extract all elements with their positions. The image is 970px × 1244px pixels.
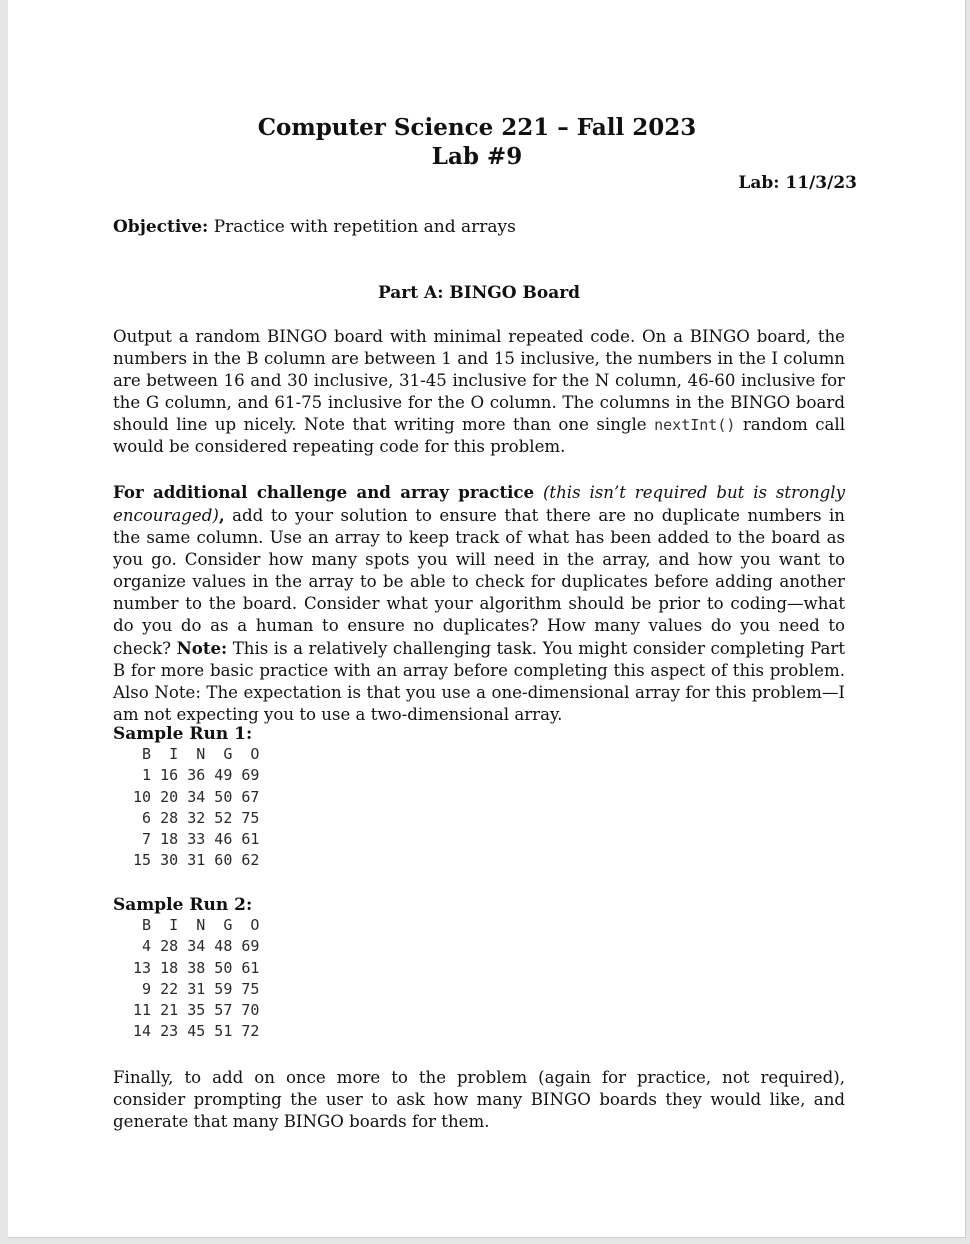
- note-label: Note:: [176, 638, 228, 658]
- lab-title: Lab #9: [431, 143, 523, 170]
- challenge-bold-lead: For additional challenge and array practice: [113, 482, 535, 502]
- part-a-heading: Part A: BINGO Board: [377, 283, 581, 303]
- objective-label: Objective:: [113, 217, 209, 237]
- challenge-italic-note: (this isn’t required but is strongly encouraged): [113, 483, 845, 525]
- sample-run-2-output: B I N G O 4 28 34 48 69 13 18 38 50 61 9 22 31 59 75 11 21 35 57 70 14 23 45 51 72: [133, 916, 260, 1041]
- sample-run-1-heading: Sample Run 1:: [113, 724, 253, 744]
- part-a-description: [113, 326, 845, 458]
- course-title: Computer Science 221 – Fall 2023: [257, 114, 697, 141]
- sample-run-2-heading: Sample Run 2:: [113, 895, 253, 915]
- objective-text: Practice with repetition and arrays: [213, 217, 516, 237]
- challenge-comma: ,: [218, 505, 225, 525]
- description-text-end: random call would be considered repeating code for this problem.: [113, 415, 845, 456]
- inline-code: nextInt(): [654, 416, 736, 434]
- final-paragraph: Finally, to add on once more to the problem (again for practice, not required), consider prompting the user to ask how many BINGO boards they would like, and generate that many BINGO boards for them.: [113, 1068, 845, 1131]
- objective-line: [113, 216, 516, 238]
- challenge-text: add to your solution to ensure that there are no duplicate numbers in the same column. Use an array to keep track of what has been added to the board as you go. Consider how many spots you will need in the array, and how you want to organize values in the array to be able to check for duplicates before adding another number to the board. Consider what your algorithm should be prior to coding—what do you do as a human to ensure no duplicates? How many values do you need to check?: [113, 506, 845, 658]
- challenge-note-text: This is a relatively challenging task. You might consider completing Part B for more basic practice with an array before completing this aspect of this problem. Also Note: The expectation is that you use a one-dimensional array for this problem—I am not expecting you to use a two-dimensional array.: [113, 639, 845, 724]
- lab-date: Lab: 11/3/23: [738, 173, 857, 193]
- challenge-paragraph: [113, 481, 845, 726]
- sample-run-1-output: B I N G O 1 16 36 49 69 10 20 34 50 67 6 28 32 52 75 7 18 33 46 61 15 30 31 60 62: [133, 745, 260, 870]
- description-text-start: Output a random BINGO board with minimal repeated code. On a BINGO board, the numbers in the B column are between 1 and 15 inclusive, the numbers in the I column are between 16 and 30 inclusive, 31-45 inclusive for the N column, 46-60 inclusive for the G column, and 61-75 inclusive for the O column. The columns in the BINGO board should line up nicely. Note that writing more than one single: [113, 327, 845, 434]
